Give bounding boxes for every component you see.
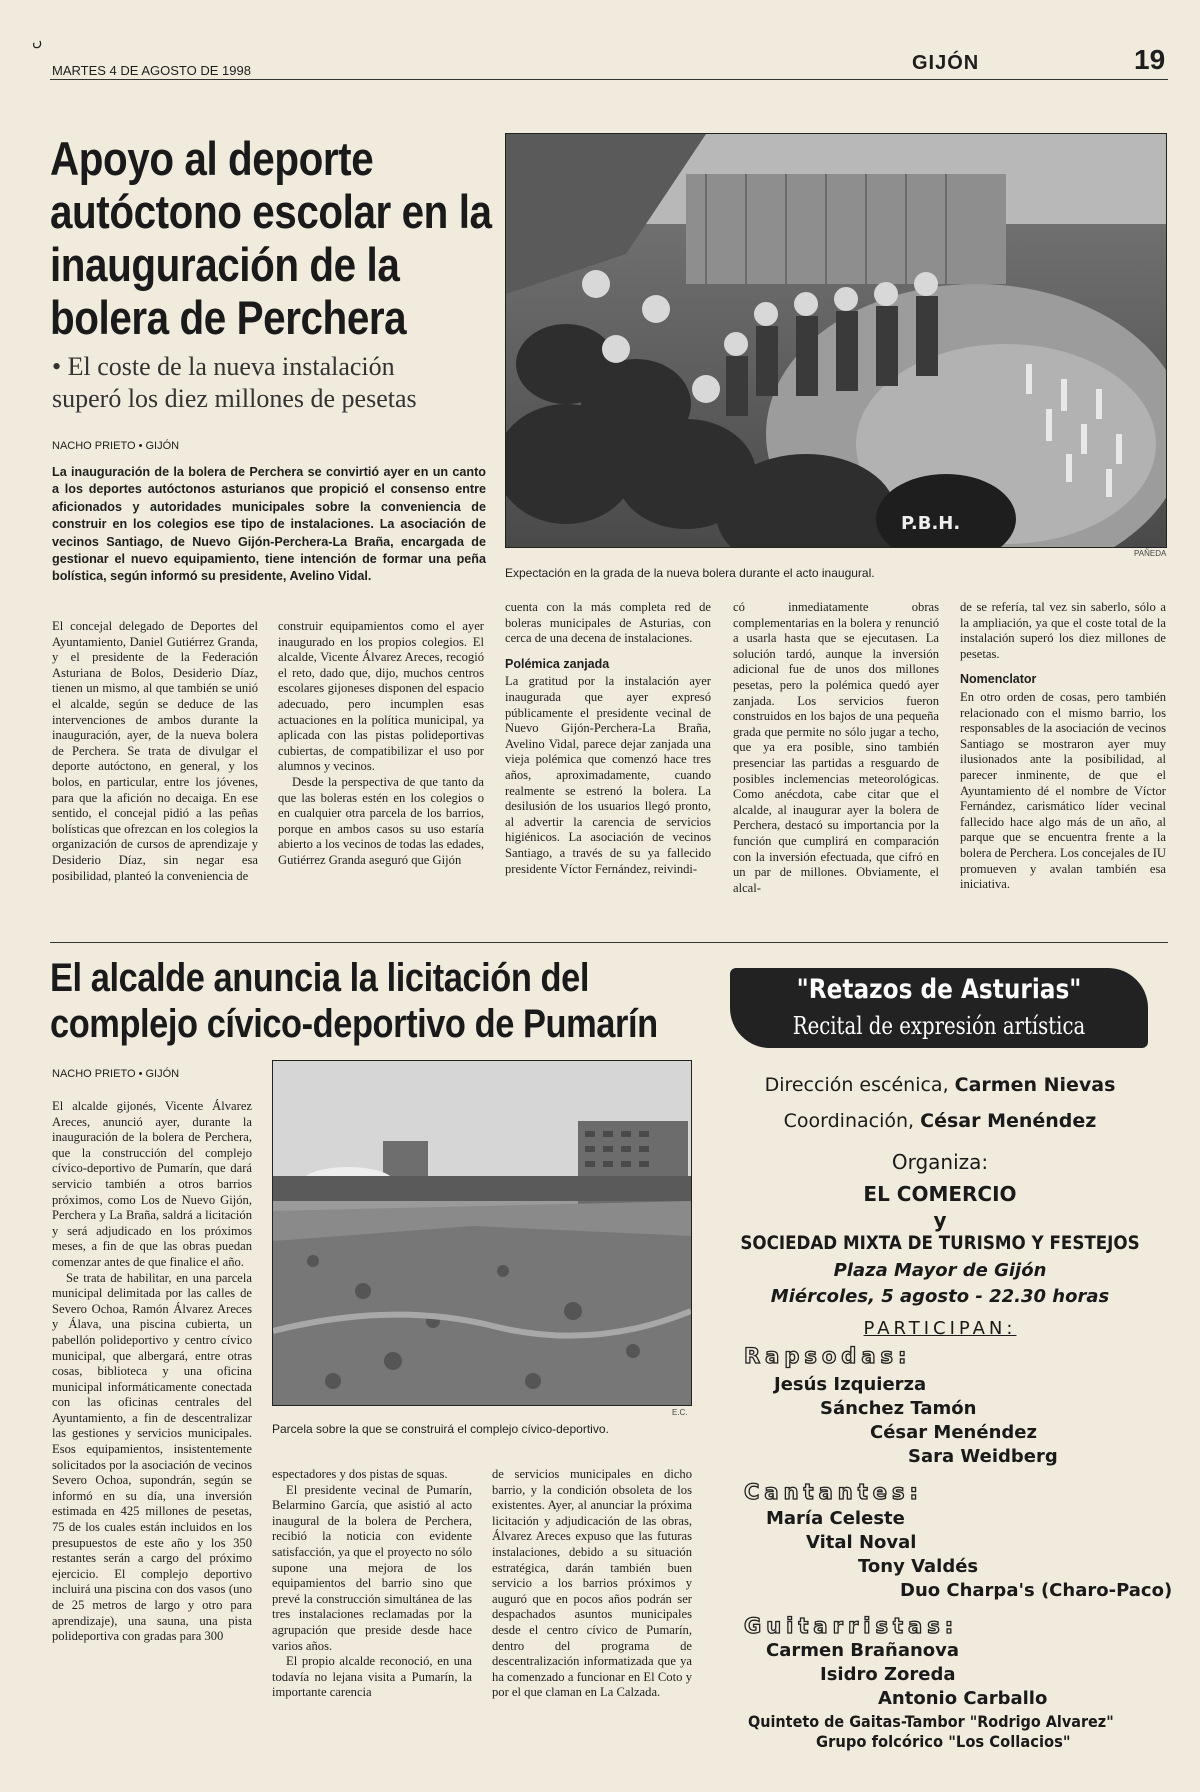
photo1-caption: Expectación en la grada de la nueva bolera durante el acto inaugural. (505, 566, 875, 580)
ad-org-sociedad: SOCIEDAD MIXTA DE TURISMO Y FESTEJOS (740, 1232, 1140, 1254)
page-date: MARTES 4 DE AGOSTO DE 1998 (52, 63, 251, 78)
article2-byline: NACHO PRIETO • GIJÓN (52, 1068, 180, 1080)
article1-column-1 (52, 619, 258, 884)
article2-column-2 (272, 1467, 472, 1701)
article1-subhead-polemica: Polémica zanjada (505, 656, 610, 671)
ad-cantante-4: Duo Charpa's (Charo-Paco) (900, 1580, 1173, 1601)
article2-col2-p1: espectadores y dos pistas de squas. (272, 1467, 448, 1481)
article2-column-3 (492, 1467, 692, 1701)
ad-title: "Retazos de Asturias" (796, 974, 1082, 1005)
article2-col2-p3: El propio alcalde reconoció, en una todavía no lejana visita a Pumarín, la importante carencia (272, 1654, 472, 1700)
article2-col3-p1: de servicios municipales en dicho barrio, y la condición obsoleta de los existentes. Ayer, al anunciar la próxima licitación y adjudicación de las obras, Álvarez Areces expuso que las futuras instalaciones, debido a su situación estratégica, darán también buen servicio a los barrios próximos y auguró que en pocos años podrán ser despachados asuntos municipales desde el centro cívico de Pumarín, dentro del programa de descentralización informatizada que ya ha comenzado a funcionar en El Coto y por el que claman en La Calzada. (492, 1467, 692, 1700)
article2-column-1 (52, 1099, 252, 1645)
ad-rapsoda-1: Jesús Izquierza (774, 1374, 927, 1395)
section-divider (50, 942, 1168, 943)
ad-org-el-comercio: EL COMERCIO (863, 1182, 1017, 1206)
ad-direccion-name: Carmen Nievas (954, 1074, 1116, 1096)
article1-column-2 (278, 619, 484, 869)
article1-col2-p2: Desde la perspectiva de que tanto da que las boleras estén en los colegios o en cualquier otra parcela de los barrios, porque en ambos casos su uso estaría abierto a los vecinos de todas las edades, Gutiérrez Granda aseguró que Gijón (278, 774, 484, 867)
ad-direccion (708, 1074, 1172, 1096)
pumarin-parcel-image (273, 1061, 691, 1405)
ad-cantante-1: María Celeste (766, 1508, 905, 1529)
article1-subheadline: • El coste de la nueva instalación superó los diez millones de pesetas (52, 352, 417, 413)
article1-column-3 (505, 600, 711, 877)
article2-col1-p2: Se trata de habilitar, en una parcela municipal delimitada por las calles de Severo Ochoa, Ramón Álvarez Areces y Álava, una piscina cubierta, un pabellón polideportivo y centro cívico municipal, que albergará, entre otras cosas, biblioteca y una oficina municipal informáticamente conectada con las oficinas centrales del Ayuntamiento, a fin de descentralizar las gestiones y servicios municipales. Esos equipamientos, insistentemente solicitados por la asociación de vecinos Severo Ochoa, supondrán, según se informó en su día, una inversión estimada en 425 millones de pesetas, 75 de los cuales están incluidos en los presupuestos de este año y los 350 restantes serán a cargo del próximo ejercicio. El complejo deportivo incluirá una piscina con dos vasos (uno de 25 metros de largo y otro para aprendizaje), una sauna, una pista polideportiva con gradas para 300 (52, 1270, 252, 1644)
ad-guitarrista-5: Grupo folcórico "Los Collacios" (816, 1732, 1071, 1751)
article1-lead: La inauguración de la bolera de Perchera se convirtió ayer en un canto a los deportes autóctonos asturianos que propició el consenso entre aficionados y autoridades municipales sobre la conveniencia de construir en los colegios ese tipo de instalaciones. La asociación de vecinos Santiago, de Nuevo Gijón-Perchera-La Braña, encargada de gestionar el nuevo equipamiento, tiene intención de formar una peña bolística, según informó su presidente, Avelino Vidal. (52, 465, 486, 584)
photo2-credit: E.C. (672, 1408, 688, 1417)
header-rule (50, 79, 1168, 80)
article1-col5-p1: de se refería, tal vez sin saberlo, sólo a la ampliación, ya que el coste total de la instalación superó los diez millones de pesetas. (960, 600, 1166, 661)
article2-col2-p2: El presidente vecinal de Pumarín, Belarmino García, que asistió al acto inaugural de la bolera de Perchera, recibió la noticia con evidente satisfacción, ya que el proyecto no sólo supone una mejora de los equipamientos del barrio sino que prevé la construcción simultánea de las tres instalaciones reclamadas por la agrupación que preside desde hace varios años. (272, 1482, 472, 1653)
ad-subtitle: Recital de expresión artística (792, 1012, 1086, 1040)
ad-coordinacion (708, 1110, 1172, 1132)
ad-guitarrista-1: Carmen Brañanova (766, 1640, 960, 1661)
ad-guitarrista-2: Isidro Zoreda (820, 1664, 956, 1685)
article1-headline: Apoyo al deporte autóctono escolar en la inauguración de la bolera de Perchera (50, 132, 492, 344)
ad-guitarristas-label: Guitarristas: (744, 1614, 959, 1638)
article1-col3-p1: cuenta con la más completa red de boleras municipales de Asturias, con cerca de una decena de instalaciones. (505, 600, 711, 646)
ad-rapsodas-label: Rapsodas: (744, 1344, 912, 1368)
ad-guitarrista-4: Quinteto de Gaitas-Tambor "Rodrigo Alvarez" (748, 1712, 1114, 1731)
ad-cantantes-label: Cantantes: (744, 1480, 923, 1504)
page-number: 19 (1134, 44, 1166, 75)
article1-col5-p2: En otro orden de cosas, pero también relacionado con el mismo barrio, los responsables de la asociación de vecinos Santiago se mostraron ayer muy ilusionados ante la posibilidad, al parecer inminente, de que el Ayuntamiento dé el nombre de Víctor Fernández, carismático líder vecinal fallecido hace algo más de un año, al parque que se encuentra frente a la bolera de Perchera. Los concejales de IU promueven y avalan también esa iniciativa. (960, 689, 1166, 892)
article1-col2-p1: construir equipamientos como el ayer inaugurado en los propios colegios. El alcalde, Vicente Álvarez Areces, recogió el reto, dado que, dijo, muchos centros escolares gijoneses disponen del espacio adecuado, pero incumplen esas actuaciones en la política municipal, ya aplicada con las pistas polideportivas cubiertas, de compatibilizar el uso por alumnos y vecinos. (278, 619, 484, 774)
article1-col1-p1: El concejal delegado de Deportes del Ayuntamiento, Daniel Gutiérrez Granda, y el presidente de la Federación Asturiana de Bolos, Desiderio Díaz, tienen un mismo, al que también se unió el alcalde, según se deduce de las intervenciones de ambos durante la inauguración, ayer, de la nueva bolera de Perchera. Se trata de divulgar el deporte autóctono, en general, y los bolos, en particular, entre los jóvenes, para que la afición no decaiga. En ese sentido, el concejal pidió a las peñas bolísticas que ofrezcan en los colegios la organización de cursos de aprendizaje y Desiderio Díaz, sin negar esa posibilidad, planteó la conveniencia de (52, 619, 258, 883)
bolera-scene-image (506, 134, 1166, 547)
article2-col1-p1: El alcalde gijonés, Vicente Álvarez Areces, anunció ayer, durante la inauguración de la bolera de Perchera, que la construcción del complejo cívico-deportivo de Pumarín, que dará servicio también a otros barrios próximos, como Los de Nuevo Gijón, Perchera y La Braña, saldrá a licitación y será adjudicado en los próximos meses, a fin de que las obras puedan comenzar antes de que finalice el año. (52, 1099, 252, 1269)
article1-col4-p1: có inmediatamente obras complementarias en la bolera y renunció a usarla hasta que se ejecutasen. La solución tardó, aunque la inversión adicional fue de unos dos millones pesetas, pero la polémica quedó ayer zanjada. Los servicios fueron construidos en los bajos de una pequeña grada que permite no sólo jugar a techo, que ya era posible, sino también presenciar las partidas a resguardo de posibles inclemencias meteorológicas. Como anécdota, cabe citar que el alcalde, al inaugurar ayer la bolera de Perchera, destacó su importancia por la función que cumplirá en comparación con la inversión efectuada, que cifró en un par de millones. Obviamente, el alcal- (733, 600, 939, 895)
ad-participan: PARTICIPAN: (863, 1318, 1017, 1339)
ad-organiza: Organiza: (891, 1150, 989, 1174)
corner-mark: ں (32, 35, 43, 50)
article1-column-4 (733, 600, 939, 896)
article1-col3-p2: La gratitud por la instalación ayer inaugurada que ayer expresó públicamente el presidente vecinal de Nuevo Gijón-Perchera-La Braña, Avelino Vidal, parece dejar zanjada una vieja polémica que comenzó hace tres años, aproximadamente, cuando realmente se estrenó la bolera. La desilusión de los usuarios llegó pronto, al advertir la carencia de servicios higiénicos. La asociación de vecinos Santiago, a través de su ya fallecido presidente Víctor Fernández, reivindi- (505, 674, 711, 876)
ad-coordinacion-label: Coordinación, (783, 1110, 915, 1132)
ad-cantante-3: Tony Valdés (858, 1556, 979, 1577)
ad-y: y (933, 1208, 947, 1232)
article1-column-5 (960, 600, 1166, 893)
ad-title-banner (730, 968, 1148, 1048)
article2-headline: El alcalde anuncia la licitación del complejo cívico-deportivo de Pumarín (50, 956, 658, 1046)
shirt-text: P.B.H. (901, 513, 961, 534)
bolera-photo (505, 133, 1167, 548)
article1-byline: NACHO PRIETO • GIJÓN (52, 440, 180, 452)
ad-direccion-label: Dirección escénica, (764, 1074, 949, 1096)
section-title: GIJÓN (912, 52, 980, 74)
article1-subhead-nomenclator: Nomenclator (960, 672, 1037, 687)
recital-advertisement (708, 958, 1173, 1751)
ad-rapsoda-4: Sara Weidberg (908, 1446, 1058, 1467)
ad-rapsoda-3: César Menéndez (870, 1422, 1037, 1443)
ad-coordinacion-name: César Menéndez (920, 1110, 1097, 1132)
ad-guitarrista-3: Antonio Carballo (878, 1688, 1048, 1709)
photo1-credit: PAÑEDA (1134, 549, 1167, 558)
ad-rapsoda-2: Sánchez Tamón (820, 1398, 977, 1419)
ad-date: Miércoles, 5 agosto - 22.30 horas (770, 1286, 1110, 1307)
ad-place: Plaza Mayor de Gijón (833, 1260, 1047, 1281)
photo2-caption: Parcela sobre la que se construirá el complejo cívico-deportivo. (272, 1422, 609, 1436)
ad-cantante-2: Vital Noval (806, 1532, 917, 1553)
pumarin-photo (272, 1060, 692, 1406)
